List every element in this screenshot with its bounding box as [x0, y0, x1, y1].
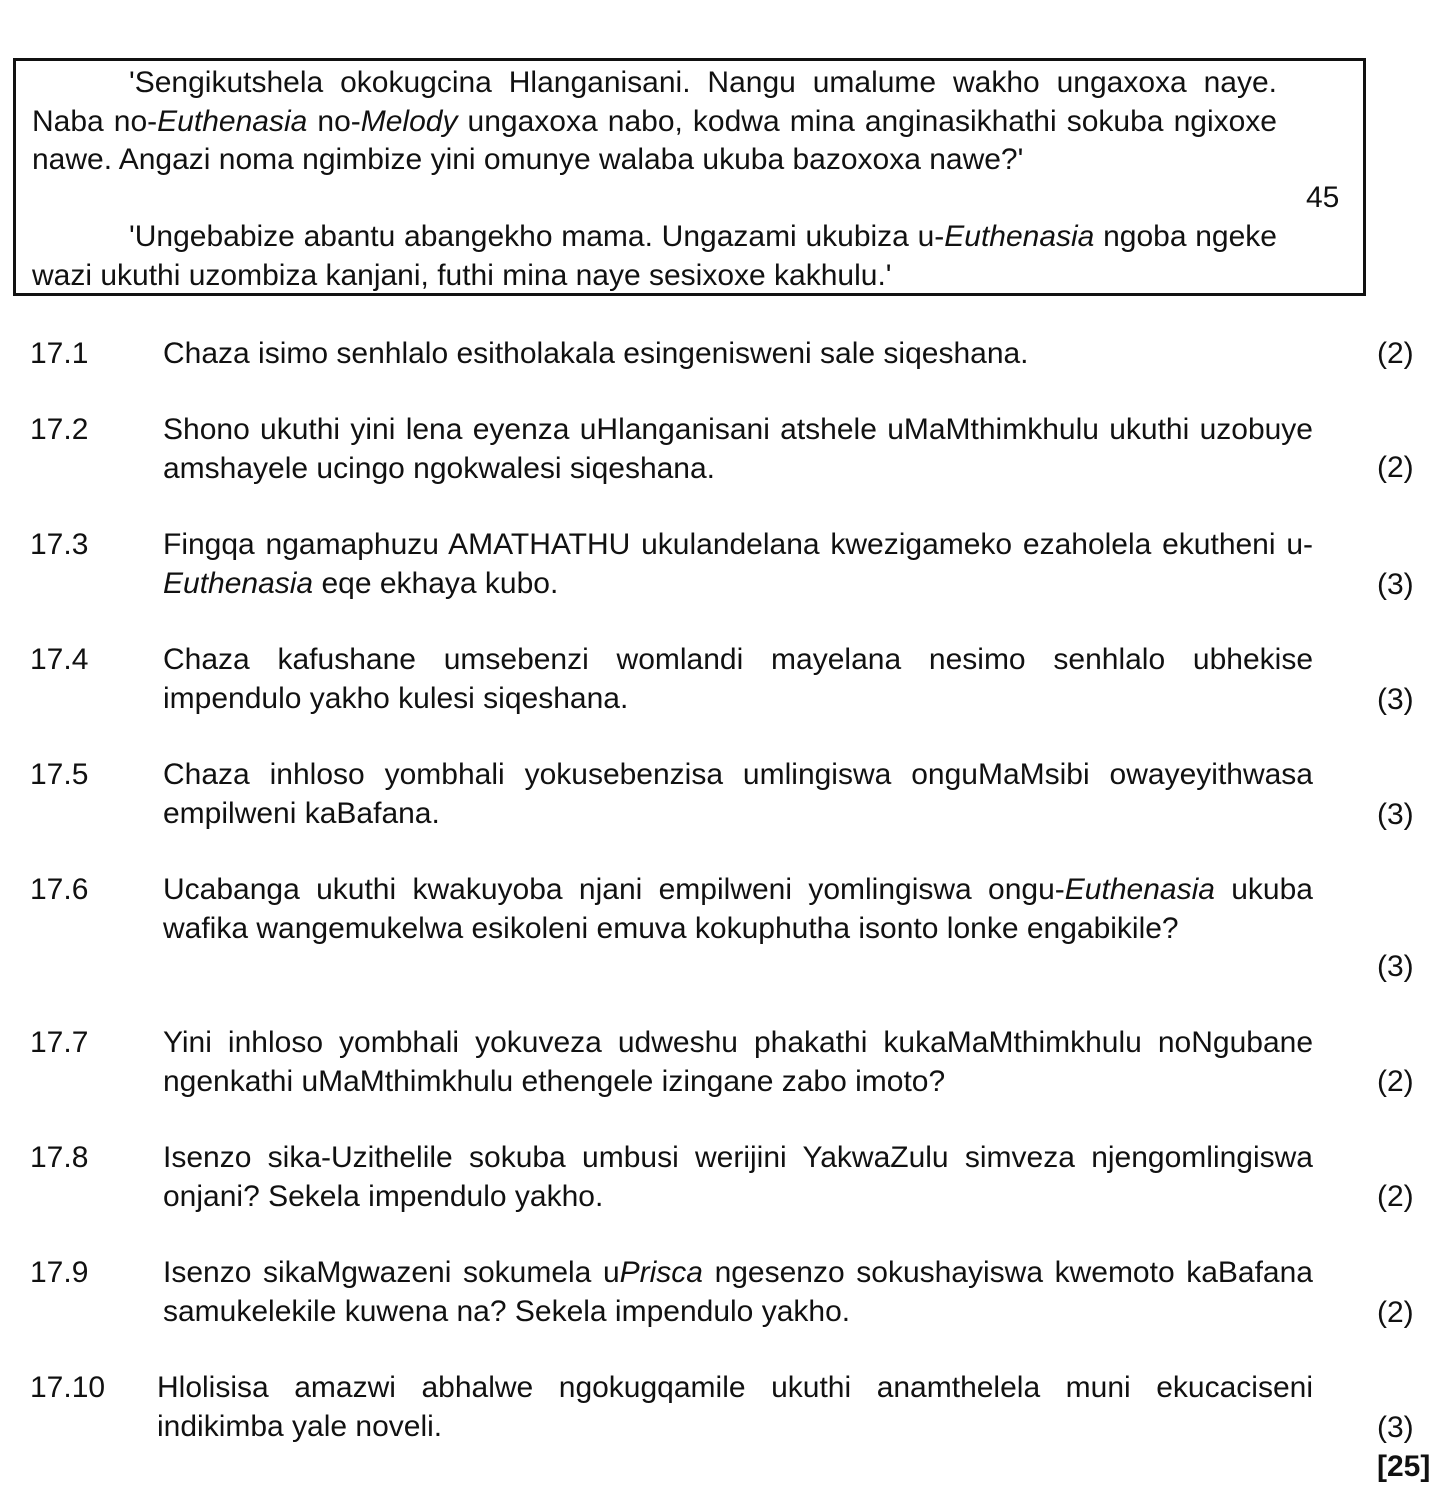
text-segment: Isenzo sika-Uzithelile sokuba umbusi werijini YakwaZulu simveza njengomlingiswa onjani? Sekela impendulo yakho.: [163, 1141, 1313, 1213]
question-text: [163, 526, 1313, 603]
question-text: [157, 1369, 1313, 1446]
text-segment: ngesenzo sokushayiswa kwemoto kaBafana samukelekile kuwena na? Sekela impendulo yakho.: [163, 1256, 1313, 1328]
question-text: [163, 411, 1313, 488]
question-marks: (2): [1377, 337, 1414, 370]
text-segment: Ucabanga ukuthi kwakuyoba njani empilweni yomlingiswa ongu-: [163, 873, 1065, 906]
text-segment: eqe ekhaya kubo.: [313, 566, 559, 600]
question-marks: (3): [1377, 798, 1414, 831]
italic-text-segment: Euthenasia: [163, 566, 314, 600]
question-number: 17.9: [30, 1256, 89, 1289]
question-text: [163, 871, 1313, 948]
text-segment: Isenzo sikaMgwazeni sokumela u: [163, 1256, 620, 1289]
text-segment: Chaza isimo senhlalo esitholakala esingenisweni sale siqeshana.: [163, 337, 1029, 370]
extract-paragraph-1: [32, 64, 1277, 180]
question-number: 17.6: [30, 873, 89, 906]
line-number: 45: [1306, 181, 1340, 214]
text-segment: Fingqa ngamaphuzu AMATHATHU ukulandelana kwezigameko ezaholela ekutheni u-: [163, 528, 1313, 561]
italic-text-segment: Melody: [360, 104, 458, 138]
question-number: 17.7: [30, 1026, 89, 1059]
question-marks: (3): [1377, 950, 1414, 983]
text-segment: 'Sengikutshela okokugcina Hlanganisani. Nangu umalume wakho ungaxoxa naye. Naba no-: [32, 66, 1277, 138]
text-segment: 'Ungebabize abantu abangekho mama. Ungazami ukubiza u-: [129, 220, 945, 253]
text-segment: Chaza kafushane umsebenzi womlandi mayelana nesimo senhlalo ubhekise impendulo yakho kulesi siqeshana.: [163, 643, 1313, 715]
question-number: 17.3: [30, 528, 89, 561]
text-segment: Shono ukuthi yini lena eyenza uHlanganisani atshele uMaMthimkhulu ukuthi uzobuye amshayele ucingo ngokwalesi siqeshana.: [163, 413, 1313, 485]
text-segment: ngoba ngeke wazi ukuthi uzombiza kanjani, futhi mina naye sesixoxe kakhulu.': [32, 220, 1277, 292]
question-text: [163, 641, 1313, 718]
text-segment: ukuba wafika wangemukelwa esikoleni emuva kokuphutha isonto lonke engabikile?: [163, 873, 1313, 945]
question-marks: (3): [1377, 683, 1414, 716]
text-segment: Yini inhloso yombhali yokuveza udweshu phakathi kukaMaMthimkhulu noNgubane ngenkathi uMaMthimkhulu ethengele izingane zabo imoto?: [163, 1026, 1313, 1098]
question-number: 17.1: [30, 337, 89, 370]
question-text: [163, 1024, 1313, 1101]
question-marks: (2): [1377, 1296, 1414, 1329]
question-number: 17.4: [30, 643, 89, 676]
text-segment: ungaxoxa nabo, kodwa mina anginasikhathi sokuba ngixoxe nawe. Angazi noma ngimbize yini omunye walaba ukuba bazoxoxa nawe?': [32, 104, 1277, 176]
question-number: 17.8: [30, 1141, 89, 1174]
italic-text-segment: Prisca: [619, 1256, 703, 1289]
question-marks: (2): [1377, 1065, 1414, 1098]
question-number: 17.10: [30, 1371, 106, 1404]
question-text: [163, 756, 1313, 833]
question-number: 17.5: [30, 758, 89, 791]
question-marks: (2): [1377, 451, 1414, 484]
italic-text-segment: Euthenasia: [944, 220, 1095, 253]
question-text: [163, 1254, 1313, 1331]
text-segment: Chaza inhloso yombhali yokusebenzisa umlingiswa onguMaMsibi owayeyithwasa empilweni kaBafana.: [163, 758, 1313, 830]
question-number: 17.2: [30, 413, 89, 446]
question-text: [163, 335, 1313, 374]
extract-paragraph-2: [32, 218, 1277, 295]
text-segment: no-: [307, 104, 361, 138]
question-marks: (3): [1377, 568, 1414, 601]
italic-text-segment: Euthenasia: [157, 104, 308, 138]
question-text: [163, 1139, 1313, 1216]
extract-box: [13, 58, 1366, 296]
italic-text-segment: Euthenasia: [1064, 873, 1215, 906]
text-segment: Hlolisisa amazwi abhalwe ngokugqamile ukuthi anamthelela muni ekucaciseni indikimba yale noveli.: [157, 1371, 1313, 1443]
question-marks: (2): [1377, 1180, 1414, 1213]
total-marks: [25]: [1377, 1450, 1430, 1483]
question-marks: (3): [1377, 1411, 1414, 1444]
